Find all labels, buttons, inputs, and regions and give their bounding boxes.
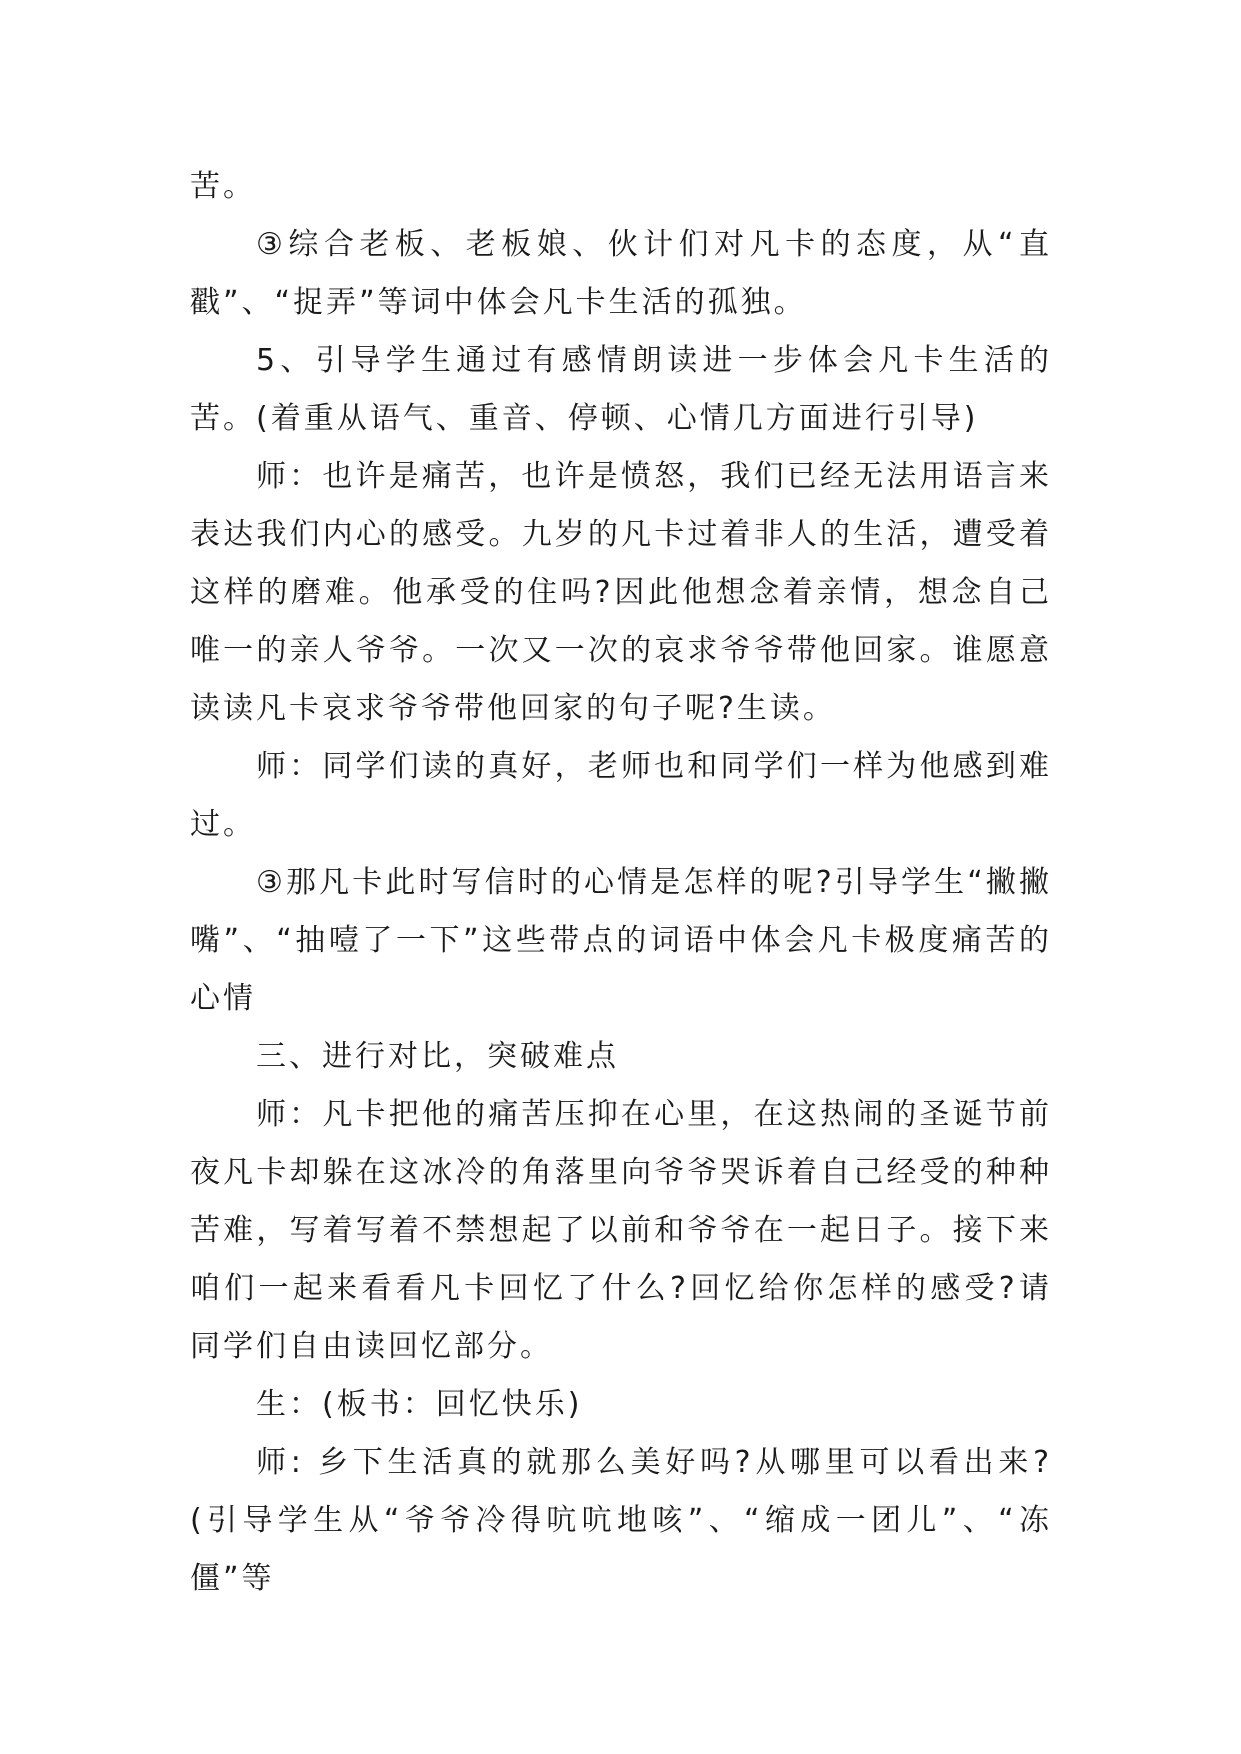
paragraph-continuation: 苦。 [190, 169, 256, 204]
paragraph-attitude: ③综合老板、老板娘、伙计们对凡卡的态度，从“直戳”、“捉弄”等词中体会凡卡生活的孤独。 [190, 227, 1052, 320]
section-heading-contrast: 三、进行对比，突破难点 [256, 1039, 619, 1074]
paragraph-student-board: 生：(板书：回忆快乐) [256, 1387, 583, 1422]
paragraph-teacher-memories: 师：凡卡把他的痛苦压抑在心里，在这热闹的圣诞节前夜凡卡却躲在这冰冷的角落里向爷爷哭诉着自己经受的种种苦难，写着写着不禁想起了以前和爷爷在一起日子。接下来咱们一起来看看凡卡回忆了什么?回忆给你怎样的感受?请同学们自由读回忆部分。 [190, 1097, 1052, 1364]
paragraph-teacher-country-life: 师: 乡下生活真的就那么美好吗?从哪里可以看出来?(引导学生从“爷爷冷得吭吭地咳”、“缩成一团儿”、“冻僵”等 [190, 1445, 1052, 1596]
paragraph-teacher-praise: 师：同学们读的真好，老师也和同学们一样为他感到难过。 [190, 749, 1052, 842]
document-body [190, 158, 1052, 1608]
paragraph-letter-mood: ③那凡卡此时写信时的心情是怎样的呢?引导学生“撇撇嘴”、“抽噎了一下”这些带点的词语中体会凡卡极度痛苦的心情 [190, 865, 1052, 1016]
paragraph-reading-guidance: 5、引导学生通过有感情朗读进一步体会凡卡生活的苦。(着重从语气、重音、停顿、心情几方面进行引导) [190, 343, 1052, 436]
paragraph-teacher-feelings: 师：也许是痛苦，也许是愤怒，我们已经无法用语言来表达我们内心的感受。九岁的凡卡过着非人的生活，遭受着这样的磨难。他承受的住吗?因此他想念着亲情，想念自己唯一的亲人爷爷。一次又一次的哀求爷爷带他回家。谁愿意读读凡卡哀求爷爷带他回家的句子呢?生读。 [190, 459, 1052, 726]
